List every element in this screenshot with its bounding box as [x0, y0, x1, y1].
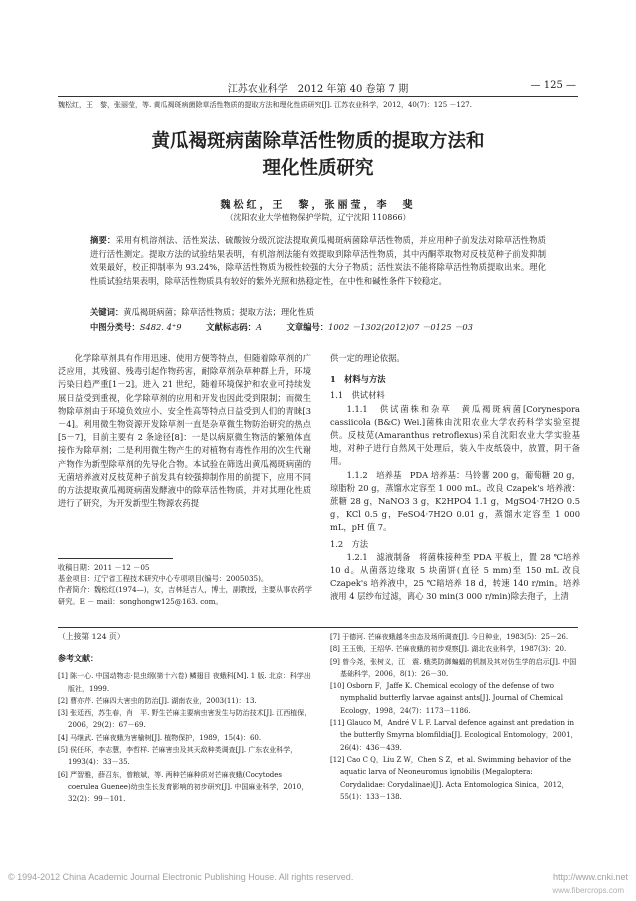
continuation-label: （上接第 124 页） — [58, 632, 125, 641]
journal-issue: 江苏农业科学 2012 年第 40 卷第 7 期 — [227, 84, 409, 95]
references-left — [58, 652, 313, 806]
article-number: 文章编号：1002 －1302(2012)07 －0125 －03 — [286, 322, 473, 332]
references-right — [330, 631, 580, 803]
intro-paragraph: 化学除草剂具有作用迅速、使用方便等特点，但随着除草剂的广泛应用，其残留、残毒引起作物药害，耐除草剂杂草种群上升，环境污染日趋严重[1－2]。进入 21 世纪，随着环境保护和农业可持续发展日益受到重视，化学除草剂的应用和开发也因此受到限制；而微生物除草剂由于环境负效应小、安全性高等特点日益受到人们的青睐[3－4]。利用微生物资源开发除草剂一直是杂草微生物防治研究的热点[5－7]，目前主要有 2 条途径[8]：一是以病原微生物活的繁殖体直接作为除草剂；二是利用微生物产生的对植物有毒性作用的次生代谢产物作为新型除草剂的先导化合物。本试验在筛选出黄瓜褐斑病菌的无菌培养液对反枝苋种子前发具有较强抑制作用的前提下，应用不同的方法提取黄瓜褐斑病菌发酵液中的除草活性物质，并对其理化性质进行了研究，为开发新型生物源农药提 — [58, 353, 311, 509]
title-line-1: 黄瓜褐斑病菌除草活性物质的提取方法和 — [151, 131, 485, 152]
abstract — [90, 234, 546, 288]
reference-item: [4] 马继武. 芒麻夜蛾为害榆树[J]. 植物保护，1989，15(4)：60. — [58, 733, 262, 742]
footnote-author: 作者简介：魏松红(1974—)，女，吉林延吉人，博士，副教授，主要从事农药学研究。E － mail：songhongw125@163. com。 — [58, 585, 312, 606]
footnote-rule — [58, 558, 173, 559]
page-number: — 125 — — [530, 80, 576, 91]
reference-item: [11] Glauco M，André V L F. Larval defence against ant predation in the butterfly Smyrna blomfildia[J]. Ecological Entomology，2001，26(4)：436－439. — [330, 719, 578, 752]
reference-item: [3] 张廷西，苏生春，肖 平. 野生芒麻主要病虫害发生与防治技术[J]. 江西植保，2006，29(2)：67－69. — [58, 709, 312, 730]
reference-item: [1] 陈一心. 中国动物志·昆虫纲(第十六卷) 鳞翅目 夜蛾科[M]. 1 版. 北京：科学出版社，1999. — [58, 672, 311, 693]
section-heading-1-2: 1.2 方法 — [330, 538, 369, 549]
header-rule — [58, 96, 578, 97]
reference-item: [6] 严智雅，薛召东，曾粮斌，等. 两种芒麻种质对芒麻夜蛾(Cocytodes coerulea Guenee)幼虫生长发育影响的初步研究[J]. 中国麻业科学，2010，32(2)：99－101. — [58, 770, 309, 804]
title-line-2: 理化性质研究 — [262, 158, 374, 179]
references-heading: 参考文献： — [58, 653, 98, 663]
clc-number: 中图分类号：S482. 4⁺9 — [90, 322, 182, 332]
intro-continued: 供一定的理论依据。 — [330, 353, 405, 363]
site-watermark: www.fibercrops.com — [552, 886, 624, 895]
keywords-text: 黄瓜褐斑病菌；除草活性物质；提取方法；理化性质 — [123, 307, 315, 317]
keywords-label: 关键词： — [90, 307, 124, 317]
reference-item: [5] 侯任环，李志慧，李哲样. 芒麻害虫及其天敌种类调查[J]. 广东农业科学，1993(4)：33－35. — [58, 746, 298, 767]
reference-item: [2] 曹亦芹. 芒麻四大害虫的防治[J]. 湖南农业，2003(11)：13. — [58, 696, 257, 705]
footnote-received: 收稿日期：2011 －12 －05 — [58, 563, 150, 572]
paragraph-1-1-1: 1.1.1 供试菌株和杂草 黄瓜褐斑病菌[Corynespora cassiicola (B&C) Wei.]菌株由沈阳农业大学农药科学实验室提供。反枝苋(Amaranthus retroflexus)采自沈阳农业大学实验基地，对种子进行自然风干处理后，装入牛皮纸袋中，放置，阴干备用。 — [330, 403, 580, 467]
paragraph-1-1-2: 1.1.2 培养基 PDA 培养基：马铃薯 200 g，葡萄糖 20 g，琼脂粉 20 g，蒸馏水定容至 1 000 mL。改良 Czapek's 培养液：蔗糖 28 g，NaNO3 3 g，K2HPO4 1.1 g，MgSO4·7H2O 0.5 g，KCl 0.5 g，FeSO4·7H2O 0.01 g，蒸馏水定容至 1 000 mL，pH 值 7。 — [330, 469, 580, 533]
abstract-text: 采用有机溶剂法、活性炭法、硫酸铵分级沉淀法提取黄瓜褐斑病菌除草活性物质，并应用种子前发法对除草活性物质进行活性测定。提取方法的试验结果表明，有机溶剂法能有效提取到除草活性物质，其中丙酮萃取物对反枝苋种子前发抑制效果最好，校正抑制率为 93.24%，除草活性物质为极性较强的大分子物质；活性炭法不能将除草活性物质提取出来。理化性质试验结果表明，除草活性物质具有较好的紫外光照和热稳定性，在中性和碱性条件下较稳定。 — [90, 235, 546, 286]
section-heading-1: 1 材料与方法 — [330, 374, 386, 385]
author-list: 魏松红，王 黎，张丽莹，李 斐 — [220, 200, 416, 211]
continuation-rule — [58, 627, 578, 628]
abstract-label: 摘要： — [90, 235, 116, 245]
document-code: 文献标志码：A — [206, 322, 262, 332]
cnki-link[interactable]: http://www.cnki.net — [552, 872, 628, 882]
paragraph-1-2-1: 1.2.1 滤液制备 将菌株接种至 PDA 平板上，置 28 ℃培养 10 d。从菌落边缘取 5 块菌饼(直径 5 mm)至 150 mL 改良 Czapek's 培养液中，25 ℃暗培养 18 d，转速 140 r/min。培养液用 4 层纱布过滤，离心 30 min(3 000 r/min)除去孢子，上清 — [330, 551, 580, 602]
footnote-funding: 基金项目：辽宁省工程技术研究中心专项项目(编号：2005035)。 — [58, 574, 269, 584]
copyright-footer — [8, 872, 628, 882]
reference-item: [10] Osborn F，Jaffe K. Chemical ecology of the defense of two nymphalid butterfly larvae against ants[J]. Journal of Chemical Ecology，1998，24(7)：1173－1186. — [330, 682, 563, 715]
reference-item: [12] Cao C Q，Liu Z W，Chen S Z，et al. Swimming behavior of the aquatic larva of Neoneuromus ignobilis (Megaloptera: Corydalidae: Corydalinae)[J]. Acta Entomologica Sinica，2012，55(1)：133－138. — [330, 755, 571, 801]
footnotes — [58, 562, 314, 607]
body-column-right — [330, 352, 580, 604]
affiliation: （沈阳农业大学植物保护学院，辽宁沈阳 110866） — [225, 213, 411, 222]
running-head — [60, 80, 576, 94]
classification-line — [90, 321, 576, 333]
reference-item: [7] 于德河. 芒麻夜蛾越冬虫态及场所调查[J]. 今日种业，1983(5)：25－26. — [330, 633, 569, 641]
citation-line: 魏松红，王 黎，张丽莹，等. 黄瓜褐斑病菌除草活性物质的提取方法和理化性质研究[J]. 江苏农业科学，2012，40(7)：125 －127. — [58, 101, 472, 109]
reference-item: [9] 曾今尧，张树义，江 震. 蛾类防御蝙蝠的机制及其对仿生学的启示[J]. 中国基础科学，2006，8(1)：26－30. — [330, 657, 577, 678]
body-column-left — [58, 352, 311, 510]
article-title — [40, 128, 596, 182]
reference-item: [8] 王玉锁，王绍华. 芒麻夜蛾的初步观察[J]. 湖北农业科学，1987(3)：20. — [330, 645, 567, 654]
keywords — [90, 306, 546, 318]
section-heading-1-1: 1.1 供试材料 — [330, 390, 385, 401]
copyright-text: © 1994-2012 China Academic Journal Electronic Publishing House. All rights reserved. — [8, 872, 354, 882]
